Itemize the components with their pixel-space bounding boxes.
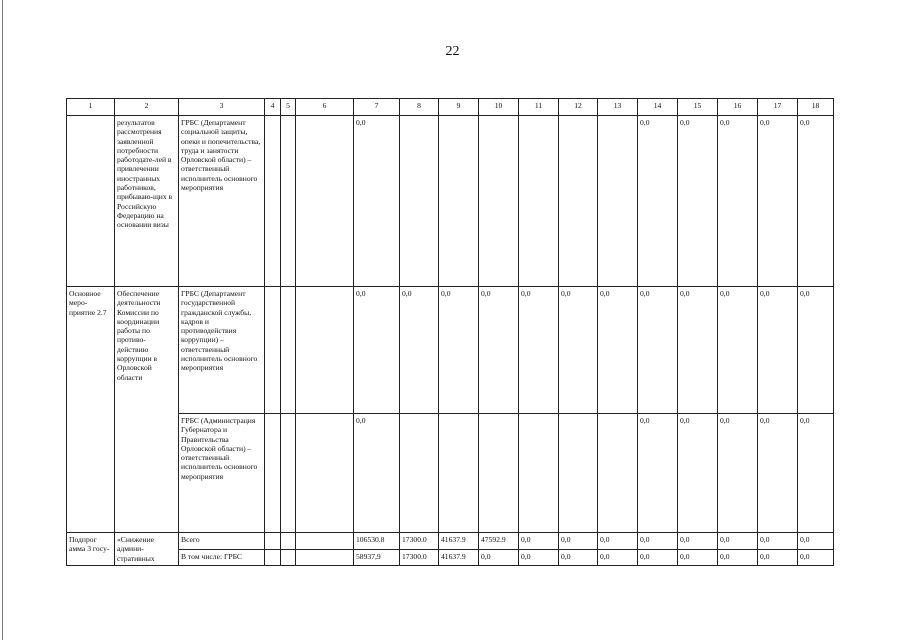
value-cell: 0,0 <box>354 414 400 533</box>
column-header: 11 <box>519 99 559 116</box>
value-cell: 0,0 <box>758 550 798 566</box>
table-cell <box>519 414 559 533</box>
table-header-row <box>67 99 834 116</box>
value-cell: 41637.9 <box>439 550 479 566</box>
table-cell <box>296 414 354 533</box>
value-cell: 0,0 <box>519 287 559 414</box>
table-cell <box>439 414 479 533</box>
table-row <box>67 550 834 566</box>
table-cell <box>281 533 296 550</box>
table-cell <box>265 533 281 550</box>
table-cell <box>281 116 296 287</box>
value-cell: 0,0 <box>758 533 798 550</box>
value-cell: 0,0 <box>678 533 718 550</box>
activity-description-cell: Обеспечение деятельности Комиссии по координации работы по противо-действию коррупции в Орловской области <box>115 287 179 533</box>
table-row <box>67 414 834 533</box>
value-cell: 0,0 <box>519 533 559 550</box>
value-cell: 0,0 <box>479 550 519 566</box>
value-cell: 0,0 <box>439 287 479 414</box>
activity-description-cell: «Снижение админи-стративных <box>115 533 179 566</box>
value-cell: 0,0 <box>798 414 834 533</box>
executor-cell: В том числе: ГРБС <box>179 550 265 566</box>
activity-description-cell: результатов рассмотрения заявленной потребности работодате-лей в привлечении иностранных работников, прибываю-щих в Российскую Федерацию на основании визы <box>115 116 179 287</box>
table-cell <box>296 287 354 414</box>
value-cell: 0,0 <box>559 550 598 566</box>
table-cell <box>400 414 439 533</box>
value-cell: 0,0 <box>678 116 718 287</box>
table-cell <box>296 550 354 566</box>
table-row <box>67 533 834 550</box>
value-cell: 106530.8 <box>354 533 400 550</box>
table-cell <box>265 414 281 533</box>
column-header: 3 <box>179 99 265 116</box>
column-header: 18 <box>798 99 834 116</box>
column-header: 1 <box>67 99 115 116</box>
table-cell <box>479 116 519 287</box>
value-cell: 0,0 <box>678 550 718 566</box>
column-header: 4 <box>265 99 281 116</box>
executor-cell: ГРБС (Администрация Губернатора и Правительства Орловской области) – ответственный исполнитель основного мероприятия <box>179 414 265 533</box>
column-header: 7 <box>354 99 400 116</box>
table-cell <box>281 287 296 414</box>
table-cell <box>559 116 598 287</box>
table-cell <box>296 533 354 550</box>
value-cell: 0,0 <box>400 287 439 414</box>
column-header: 9 <box>439 99 479 116</box>
executor-cell: Всего <box>179 533 265 550</box>
table-cell <box>281 550 296 566</box>
value-cell: 17300.0 <box>400 550 439 566</box>
value-cell: 0,0 <box>798 116 834 287</box>
value-cell: 58937,9 <box>354 550 400 566</box>
column-header: 8 <box>400 99 439 116</box>
value-cell: 0,0 <box>559 287 598 414</box>
column-header: 17 <box>758 99 798 116</box>
page-number: 22 <box>445 44 460 59</box>
value-cell: 0,0 <box>354 116 400 287</box>
value-cell: 0,0 <box>638 287 678 414</box>
value-cell: 17300.0 <box>400 533 439 550</box>
value-cell: 0,0 <box>678 414 718 533</box>
column-header: 5 <box>281 99 296 116</box>
table-cell <box>598 116 638 287</box>
table-cell <box>281 414 296 533</box>
value-cell: 0,0 <box>598 533 638 550</box>
value-cell: 0,0 <box>758 287 798 414</box>
value-cell: 0,0 <box>638 533 678 550</box>
table-cell <box>479 414 519 533</box>
column-header: 10 <box>479 99 519 116</box>
value-cell: 0,0 <box>758 414 798 533</box>
column-header: 2 <box>115 99 179 116</box>
column-header: 15 <box>678 99 718 116</box>
table-cell <box>519 116 559 287</box>
value-cell: 0,0 <box>798 287 834 414</box>
value-cell: 0,0 <box>718 533 758 550</box>
value-cell: 0,0 <box>638 550 678 566</box>
column-header: 16 <box>718 99 758 116</box>
value-cell: 0,0 <box>798 550 834 566</box>
executor-cell: ГРБС (Департамент социальной защиты, опеки и попечительства, труда и занятости Орловской области) – ответственный исполнитель основного мероприятия <box>179 116 265 287</box>
table-cell <box>296 116 354 287</box>
table-cell <box>400 116 439 287</box>
table-cell <box>265 116 281 287</box>
value-cell: 0,0 <box>559 533 598 550</box>
table-cell <box>598 414 638 533</box>
value-cell: 0,0 <box>519 550 559 566</box>
measure-label-cell: Основное меро-приятие 2.7 <box>67 287 115 533</box>
table-cell <box>265 287 281 414</box>
value-cell: 0,0 <box>479 287 519 414</box>
column-header: 13 <box>598 99 638 116</box>
value-cell: 0,0 <box>758 116 798 287</box>
value-cell: 0,0 <box>598 550 638 566</box>
value-cell: 0,0 <box>718 550 758 566</box>
table-cell <box>265 550 281 566</box>
value-cell: 0,0 <box>598 287 638 414</box>
value-cell: 0,0 <box>718 414 758 533</box>
column-header: 12 <box>559 99 598 116</box>
table-cell <box>559 414 598 533</box>
page-edge-line <box>2 0 3 640</box>
value-cell: 0,0 <box>678 287 718 414</box>
value-cell: 41637.9 <box>439 533 479 550</box>
column-header: 6 <box>296 99 354 116</box>
table-cell <box>67 116 115 287</box>
table-row <box>67 116 834 287</box>
subprogram-label-cell: Подпрог амма 3 госу- <box>67 533 115 566</box>
table-cell <box>439 116 479 287</box>
value-cell: 0,0 <box>638 116 678 287</box>
budget-table <box>66 98 834 566</box>
value-cell: 0,0 <box>718 287 758 414</box>
table-row <box>67 287 834 414</box>
value-cell: 0,0 <box>718 116 758 287</box>
value-cell: 0,0 <box>638 414 678 533</box>
column-header: 14 <box>638 99 678 116</box>
value-cell: 0,0 <box>354 287 400 414</box>
value-cell: 47592.9 <box>479 533 519 550</box>
value-cell: 0,0 <box>798 533 834 550</box>
executor-cell: ГРБС (Департамент государственной гражданской службы, кадров и противодействия коррупции) – ответственный исполнитель основного мероприятия <box>179 287 265 414</box>
